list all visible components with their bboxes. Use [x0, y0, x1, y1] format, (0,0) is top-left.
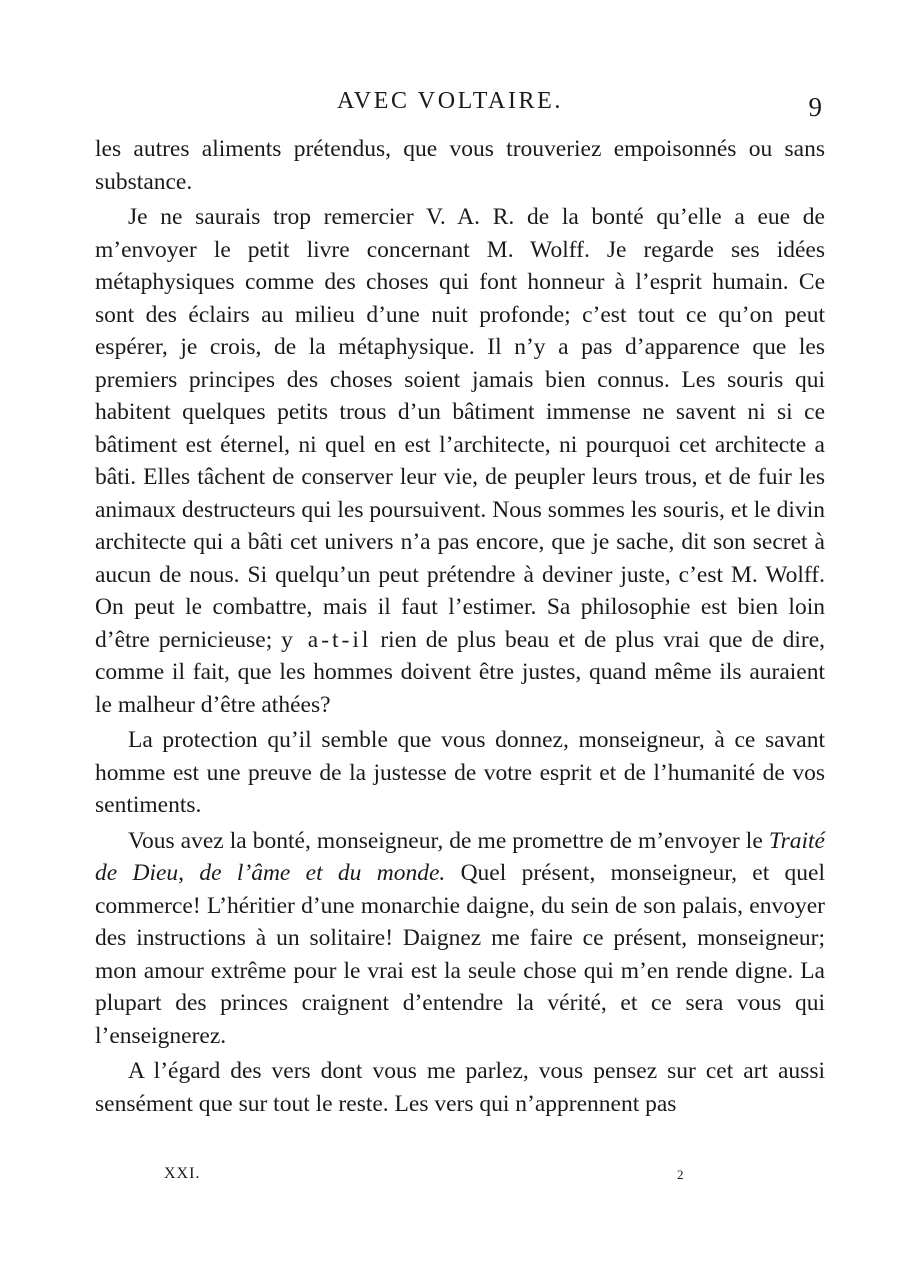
body-text: [95, 133, 825, 1120]
paragraph-text: Quel présent, monseigneur, et quel commerce! L’héritier d’une monarchie daigne, du sein de son palais, envoyer des instructions à un solitaire! Daignez me faire ce présent, monseigneur; mon amour extrême pour le vrai est la seule chose qui m’en rende digne. La plupart des princes craignent d’entendre la vérité, et ce sera vous qui l’enseignerez.: [95, 860, 825, 1049]
page-number: 9: [808, 92, 822, 122]
paragraph-protection: La protection qu’il semble que vous donnez, monseigneur, à ce savant homme est une preuve de la justesse de votre esprit et de l’humanité de vos sentiments.: [95, 727, 825, 818]
paragraph-wolff: [95, 201, 825, 721]
volume-signature: XXI.: [164, 1165, 201, 1182]
book-title: Traité de Dieu, de l’âme et du monde.: [95, 827, 825, 886]
paragraph-treatise: [95, 825, 825, 1053]
running-title: AVEC VOLTAIRE.: [336, 88, 564, 114]
paragraph-text: Vous avez la bonté, monseigneur, de me promettre de m’envoyer le: [128, 827, 769, 854]
gathering-mark: 2: [677, 1167, 684, 1182]
paragraph-continuation: les autres aliments prétendus, que vous trouveriez empoisonnés ou sans substance.: [95, 136, 825, 195]
spaced-phrase: y a-t-il: [281, 626, 372, 653]
paragraph-text: Je ne saurais trop remercier V. A. R. de la bonté qu’elle a eue de m’envoyer le petit livre concernant M. Wolff. Je regarde ses idées métaphysiques comme des choses qui font honneur à l’esprit humain. Ce sont des éclairs au milieu d’une nuit profonde; c’est tout ce qu’on peut espérer, je crois, de la métaphysique. Il n’y a pas d’apparence que les premiers principes des choses soient jamais bien connus. Les souris qui habitent quelques petits trous d’un bâtiment immense ne savent ni si ce bâtiment est éternel, ni quel en est l’architecte, ni pourquoi cet architecte a bâti. Elles tâchent de conserver leur vie, de peupler leurs trous, et de fuir les animaux destructeurs qui les poursuivent. Nous sommes les souris, et le divin architecte qui a bâti cet univers n’a pas encore, que je sache, dit son secret à aucun de nous. Si quelqu’un peut prétendre à deviner juste, c’est M. Wolff. On peut le combattre, mais il faut l’estimer. Sa philosophie est bien loin d’être pernicieuse;: [95, 204, 825, 653]
paragraph-text: rien de plus beau et de plus vrai que de dire, comme il fait, que les hommes doivent être justes, quand même ils auraient le malheur d’être athées?: [95, 626, 825, 718]
page-footer: [0, 1165, 900, 1189]
paragraph-verses: A l’égard des vers dont vous me parlez, vous pensez sur cet art aussi sensément que sur tout le reste. Les vers qui n’apprennent pas: [95, 1058, 825, 1117]
running-header: [0, 88, 900, 122]
